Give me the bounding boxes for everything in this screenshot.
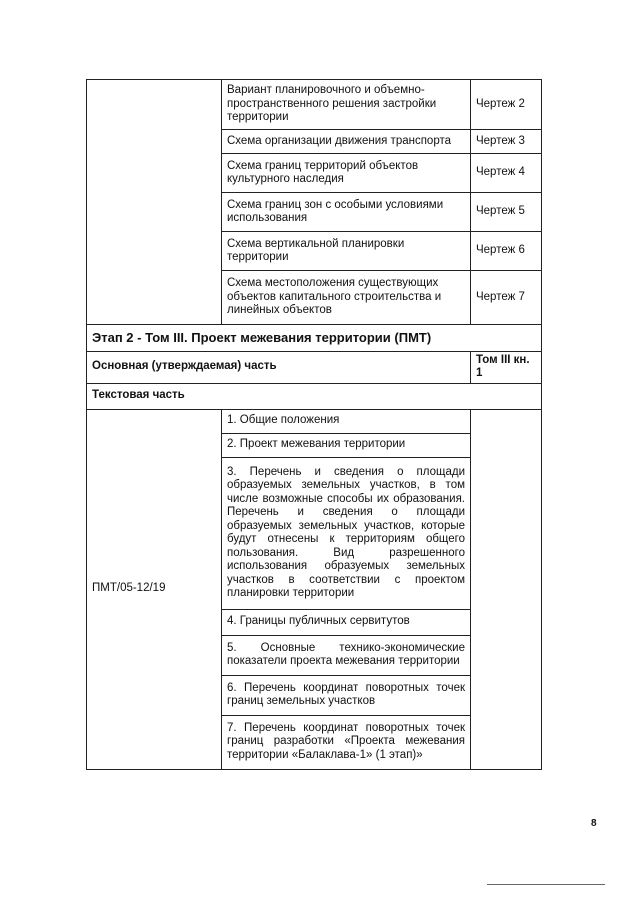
drawing-description: Схема местоположения существующих объектов капитального строительства и линейных объектов bbox=[222, 271, 471, 325]
text-item: 5. Основные технико-экономические показатели проекта межевания территории bbox=[222, 635, 471, 675]
drawing-reference: Чертеж 7 bbox=[471, 271, 542, 325]
table-row bbox=[87, 80, 542, 130]
table-row bbox=[87, 409, 542, 433]
volume-label: Том III кн. 1 bbox=[471, 351, 542, 383]
text-item: 3. Перечень и сведения о площади образуемых земельных участков, в том числе возможные способы их образования. Перечень и сведения о площади образуемых земельных участков, которые будут отнесены к территориям общего пользования. Вид разрешенного использования образуемых земельных участков в соответствии с проектом планировки территории bbox=[222, 457, 471, 609]
drawing-description: Схема вертикальной планировки территории bbox=[222, 232, 471, 271]
drawing-reference: Чертеж 5 bbox=[471, 193, 542, 232]
drawing-reference: Чертеж 4 bbox=[471, 154, 542, 193]
text-item: 6. Перечень координат поворотных точек границ земельных участков bbox=[222, 675, 471, 715]
text-part-label: Текстовая часть bbox=[87, 383, 542, 409]
document-code: ПМТ/05-12/19 bbox=[87, 409, 222, 769]
main-part-row bbox=[87, 351, 542, 383]
drawing-reference: Чертеж 3 bbox=[471, 130, 542, 154]
drawing-description: Вариант планировочного и объемно-пространственного решения застройки территории bbox=[222, 80, 471, 130]
text-item: 1. Общие положения bbox=[222, 409, 471, 433]
project-contents-table bbox=[86, 79, 542, 770]
text-item: 2. Проект межевания территории bbox=[222, 433, 471, 457]
footer-divider bbox=[487, 884, 605, 885]
drawing-reference: Чертеж 2 bbox=[471, 80, 542, 130]
text-item: 7. Перечень координат поворотных точек границ разработки «Проекта межевания территории «Балаклава-1» (1 этап)» bbox=[222, 715, 471, 769]
drawing-description: Схема границ территорий объектов культурного наследия bbox=[222, 154, 471, 193]
empty-volume-cell bbox=[471, 409, 542, 769]
empty-code-cell bbox=[87, 80, 222, 325]
stage-heading-row bbox=[87, 325, 542, 352]
drawing-reference: Чертеж 6 bbox=[471, 232, 542, 271]
stage-title: Этап 2 - Том III. Проект межевания территории (ПМТ) bbox=[87, 325, 542, 352]
text-part-row bbox=[87, 383, 542, 409]
main-part-label: Основная (утверждаемая) часть bbox=[87, 351, 471, 383]
drawing-description: Схема границ зон с особыми условиями использования bbox=[222, 193, 471, 232]
text-item: 4. Границы публичных сервитутов bbox=[222, 609, 471, 635]
drawing-description: Схема организации движения транспорта bbox=[222, 130, 471, 154]
page-number: 8 bbox=[591, 818, 597, 829]
